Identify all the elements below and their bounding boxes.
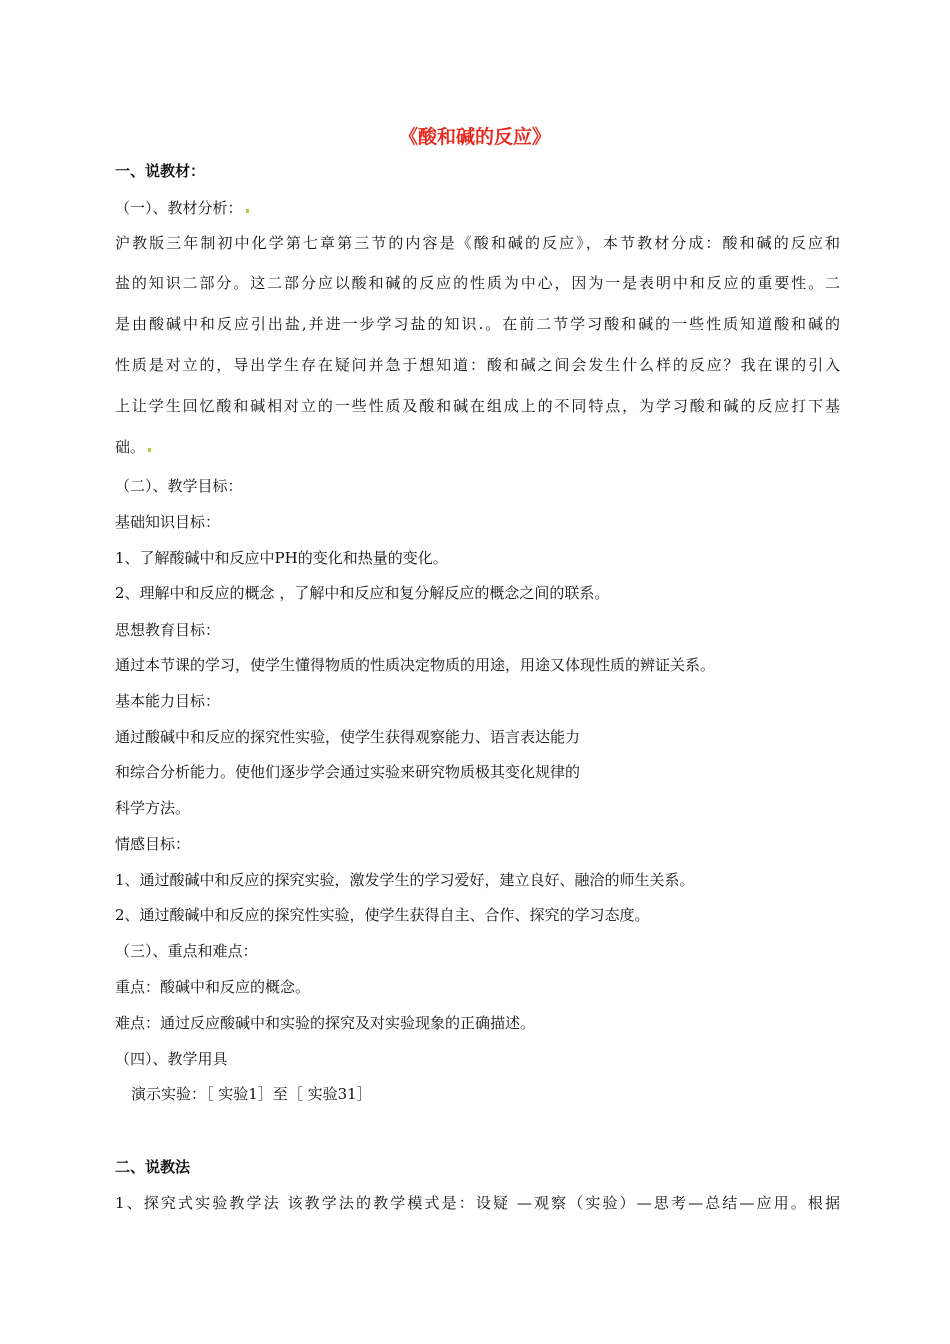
paragraph-line: 盐的知识二部分。这二部分应以酸和碱的反应的性质为中心，因为一是表明中和反应的重要性。二 bbox=[115, 274, 840, 292]
goal-heading-ability: 基本能力目标： bbox=[115, 692, 221, 710]
marker-dot-icon bbox=[148, 448, 151, 452]
document-title: 《酸和碱的反应》 bbox=[398, 126, 551, 148]
paragraph-line: 上让学生回忆酸和碱相对立的一些性质及酸和碱在组成上的不同特点，为学习酸和碱的反应打下基 bbox=[115, 397, 840, 415]
goal-text: 通过酸碱中和反应的探究性实验，使学生获得观察能力、语言表达能力 bbox=[115, 728, 581, 746]
paragraph-line: 性质是对立的，导出学生存在疑问并急于想知道：酸和碱之间会发生什么样的反应？我在课的引入 bbox=[115, 356, 840, 374]
subsection-material-analysis bbox=[115, 197, 840, 219]
goal-text: 科学方法。 bbox=[115, 799, 191, 817]
goal-item: 1、了解酸碱中和反应中PH的变化和热量的变化。 bbox=[115, 549, 448, 567]
subsection-label: （一）、教材分析： bbox=[115, 199, 243, 217]
tools-text: 演示实验：［ 实验1］至［ 实验31］ bbox=[131, 1085, 372, 1103]
paragraph-line: 是由酸碱中和反应引出盐,并进一步学习盐的知识.。在前二节学习酸和碱的一些性质知道酸和碱的 bbox=[115, 315, 840, 333]
goal-item: 2、理解中和反应的概念 ，了解中和反应和复分解反应的概念之间的联系。 bbox=[115, 584, 610, 602]
paragraph-end-text: 础。 bbox=[115, 438, 146, 456]
subsection-teaching-goals: （二）、教学目标： bbox=[115, 477, 243, 495]
goal-item: 1、通过酸碱中和反应的探究实验，激发学生的学习爱好，建立良好、融洽的师生关系。 bbox=[115, 871, 695, 889]
subsection-teaching-tools: （四）、教学用具 bbox=[115, 1050, 228, 1068]
paragraph-line: 沪教版三年制初中化学第七章第三节的内容是《酸和碱的反应》，本节教材分成：酸和碱的反应和 bbox=[115, 234, 840, 252]
marker-dot-icon bbox=[246, 209, 249, 213]
goal-heading-basic-knowledge: 基础知识目标： bbox=[115, 513, 221, 531]
method-line: 1、探究式实验教学法 该教学法的教学模式是：设疑 —观察（实验）—思考—总结—应用。根据 bbox=[115, 1194, 840, 1212]
goal-text: 和综合分析能力。使他们逐步学会通过实验来研究物质极其变化规律的 bbox=[115, 763, 581, 781]
subsection-key-difficult-points: （三）、重点和难点： bbox=[115, 942, 258, 960]
goal-item: 2、通过酸碱中和反应的探究性实验，使学生获得自主、合作、探究的学习态度。 bbox=[115, 906, 650, 924]
section-heading-teaching-material: 一、说教材： bbox=[115, 162, 206, 180]
goal-heading-emotion: 情感目标： bbox=[115, 835, 191, 853]
goal-text: 通过本节课的学习，使学生懂得物质的性质决定物质的用途，用途又体现性质的辨证关系。 bbox=[115, 656, 716, 674]
goal-heading-ideology: 思想教育目标： bbox=[115, 621, 221, 639]
paragraph-line bbox=[115, 436, 840, 458]
difficult-point-text: 难点：通过反应酸碱中和实验的探究及对实验现象的正确描述。 bbox=[115, 1014, 536, 1032]
key-point-text: 重点：酸碱中和反应的概念。 bbox=[115, 978, 311, 996]
section-heading-teaching-method: 二、说教法 bbox=[115, 1158, 191, 1176]
